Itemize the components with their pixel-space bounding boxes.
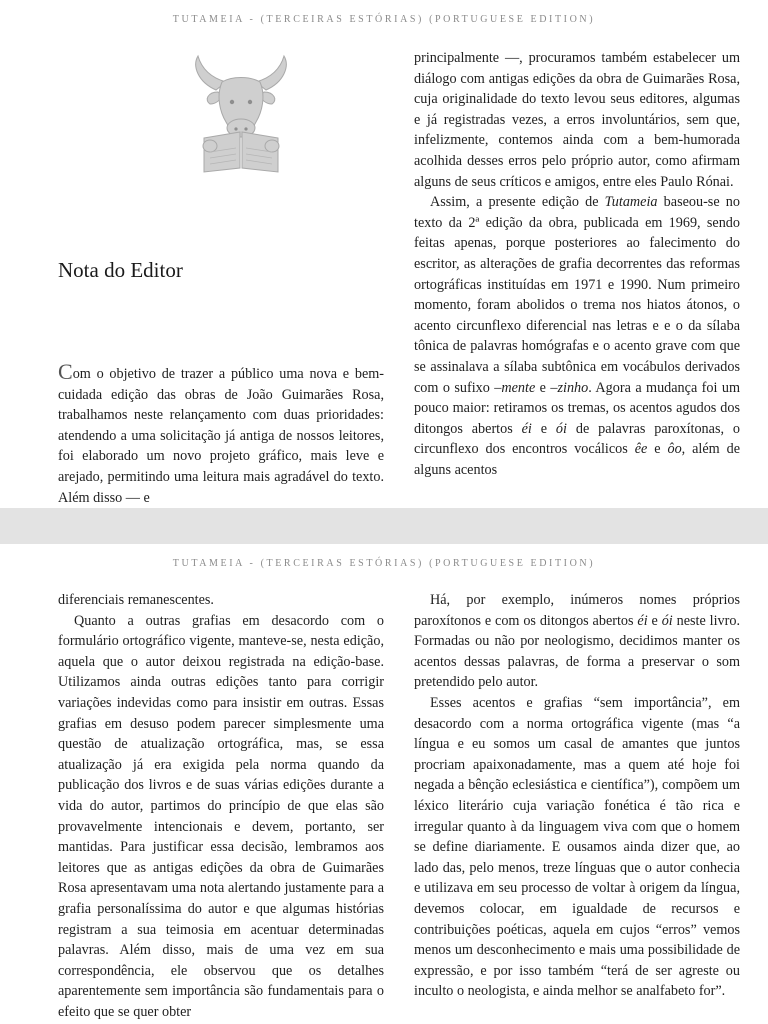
page2-left-column [58,590,384,1022]
page1-left-column [58,359,384,508]
page1-right-column [414,48,740,480]
book-page-2 [0,544,768,1024]
paragraph: Assim, a presente edição de Tutameia baseou-se no texto da 2ª edição da obra, publicada em 1969, sendo feitas apenas, porque posteriores ao falecimento do escritor, as alterações de grafia decorrentes das reformas ortográficas instituídas em 1971 e 1990. Num primeiro momento, foram abolidos o trema nos hiatos átonos, o acento circunflexo diferencial nas letras e e o da sílaba tônica de palavras homógrafas e o acento grave com que se assinalava a sílaba subtônica em vocábulos derivados com o sufixo –mente e –zinho. Agora a mudança foi um pouco maior: retiramos os tremas, os acentos agudos dos ditongos abertos éi e ói de palavras paroxítonas, o circunflexo dos encontros vocálicos êe e ôo, além de alguns acentos [414,194,740,478]
paragraph: Quanto a outras grafias em desacordo com o formulário ortográfico vigente, manteve-se, nesta edição, aquela que o autor deixou registrada na edição-base. Utilizamos ainda outras edições tanto para corrigir variações indevidas como para insistir em outras. Essas grafias em desuso podem parecer simplesmente uma questão de atualização ortográfica, mas, se essa atualização já era exigida pela norma quando da publicação dos livros e de suas várias edições durante a vida do autor, partimos do princípio de que elas são provavelmente intencionais e devem, portanto, ser mantidas. Para justificar essa decisão, lembramos aos leitores que as antigas edições da obra de Guimarães Rosa apresentavam uma nota alertando justamente para a grafia personalíssima do autor e que algumas histórias registram a sua teimosia em acentuar determinadas palavras. Além disso, mais de uma vez em sua correspondência, ele observou que os detalhes aparentemente sem importância são fundamentais para o efeito que se quer obter [58,612,384,1020]
running-header: TUTAMEIA - (TERCEIRAS ESTÓRIAS) (PORTUGUESE EDITION) [172,558,596,569]
paragraph: principalmente —, procuramos também estabelecer um diálogo com antigas edições da obra de Guimarães Rosa, cuja originalidade do texto levou seus editores, algumas e já registradas vezes, a erros involuntários, sem que, infelizmente, contemos ainda com a bem-humorada acolhida desses erros pelo próprio autor, como afirmam alguns de seus críticos e amigos, entre eles Paulo Rónai. [414,50,740,190]
paragraph: Esses acentos e grafias “sem importância”, em desacordo com a norma ortográfica vigente (mas “a língua e eu somos um casal de amantes que juntos procriam apaixonadamente, mas a quem até hoje foi negada a bênção eclesiástica e científica”), compõem um léxico literário cuja variação fonética é tão rica e irregular quanto à da linguagem viva com que o homem se define diariamente. E ousamos ainda dizer que, ao lado das, pelo menos, treze línguas que o autor conhecia e utilizava em seu processo de voltar à origem da língua, devemos colocar, em igualdade de recursos e contribuições poéticas, aquela em cujos “erros” vemos menos um desconhecimento e mais uma possibilidade de expressão, e por isso também “terá de ser agreste ou inculto o neologista, e ainda melhor se analfabeto for”. [414,694,740,1000]
paragraph: diferenciais remanescentes. [58,592,214,608]
page-gap [0,508,768,544]
drop-cap: C [58,359,73,384]
bull-reading-book-emblem [186,52,296,174]
paragraph: Há, por exemplo, inúmeros nomes próprios paroxítonos e com os ditongos abertos éi e ói neste livro. Formadas ou não por neologismo, decidimos manter os acentos dessas palavras, de forma a preservar o som pretendido pelo autor. [414,592,740,691]
paragraph: om o objetivo de trazer a público uma nova e bem-cuidada edição das obras de João Guimarães Rosa, trabalhamos neste relançamento com duas prioridades: atendendo a uma solicitação já antiga de nossos leitores, foi elaborado um novo projeto gráfico, mais leve e arejado, permitindo uma leitura mais agradável do texto. Além disso — e [58,366,384,506]
chapter-title: Nota do Editor [58,258,183,282]
page2-right-column [414,590,740,1002]
running-header: TUTAMEIA - (TERCEIRAS ESTÓRIAS) (PORTUGUESE EDITION) [172,14,596,25]
